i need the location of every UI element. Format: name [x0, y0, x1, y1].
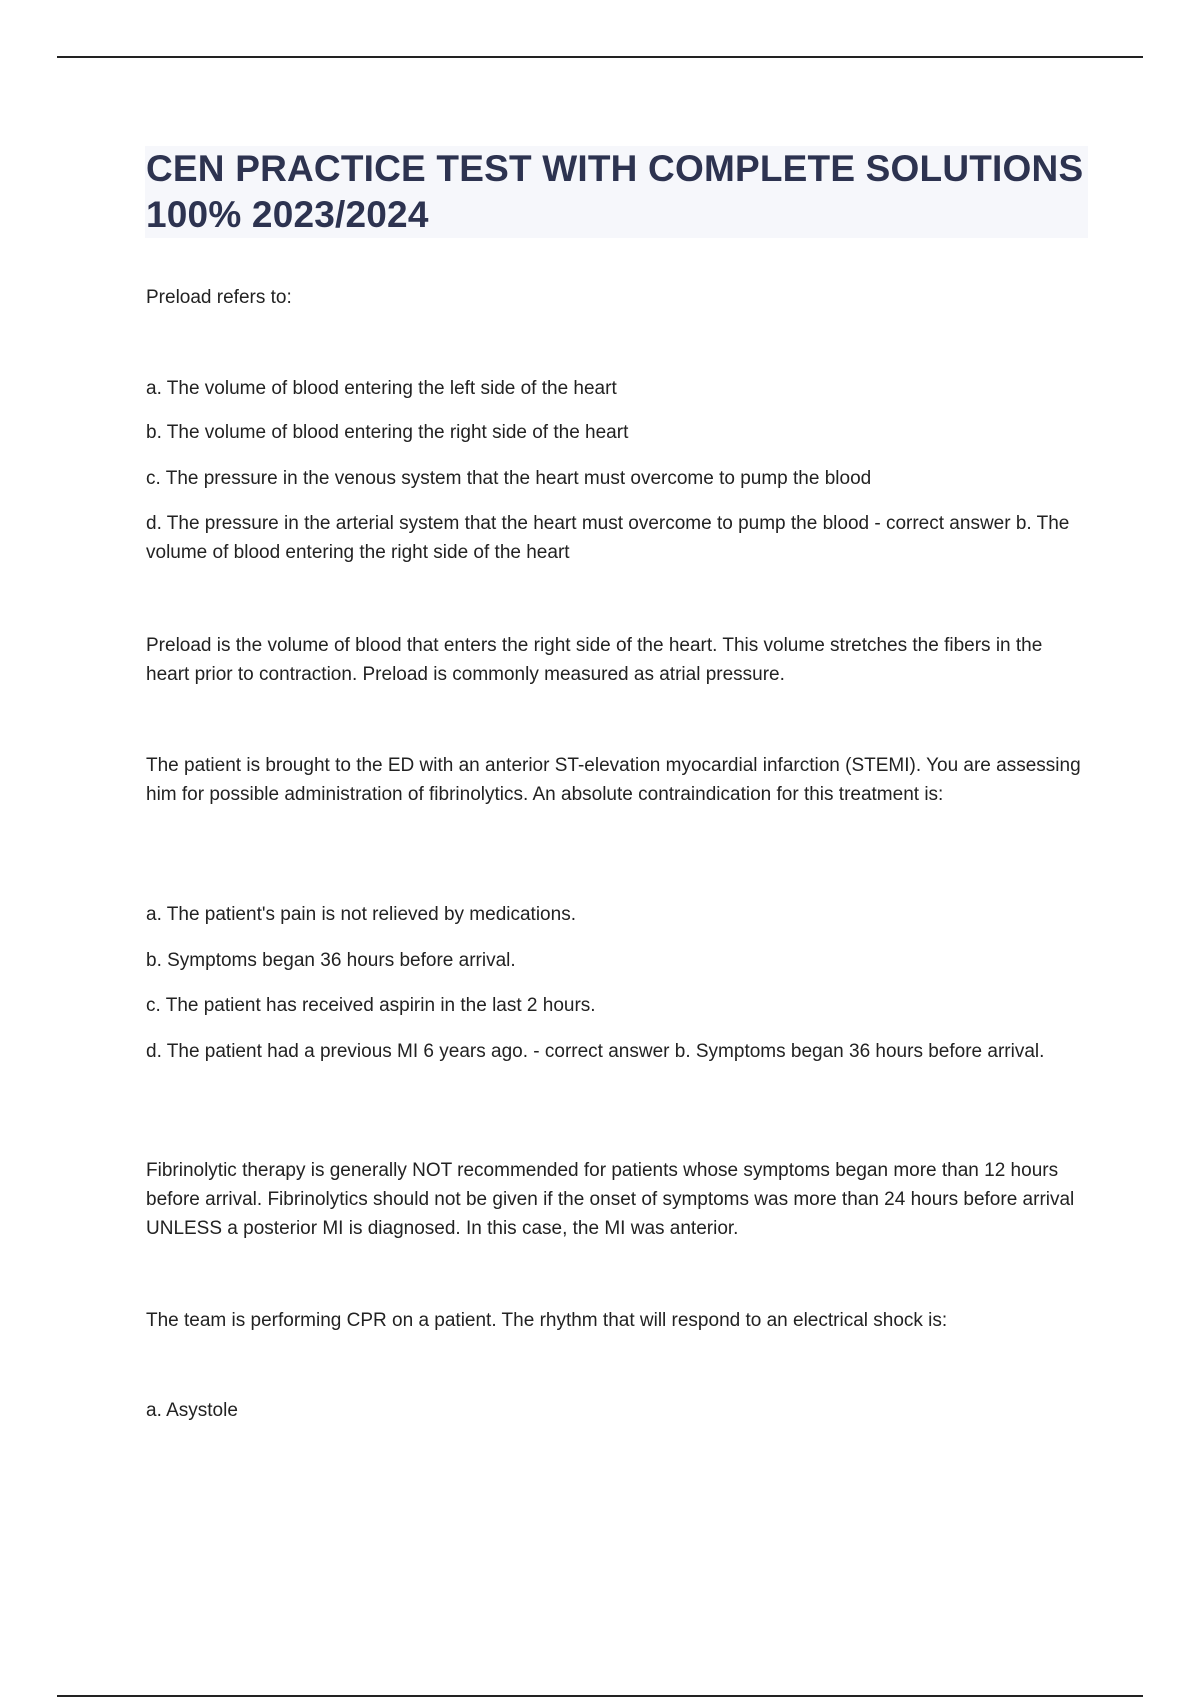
question-3-option-a: a. Asystole — [146, 1400, 238, 1421]
question-2-option-b: b. Symptoms began 36 hours before arrival. — [146, 950, 516, 971]
question-3-prompt: The team is performing CPR on a patient. The rhythm that will respond to an electrical shock is: — [146, 1310, 948, 1331]
bottom-rule — [57, 1695, 1143, 1697]
question-1-prompt: Preload refers to: — [146, 287, 292, 308]
question-1-option-c: c. The pressure in the venous system that the heart must overcome to pump the blood — [146, 468, 872, 489]
question-2-prompt: The patient is brought to the ED with an anterior ST-elevation myocardial infarction (STEMI). You are assessing him for possible administration of fibrinolytics. An absolute contraindication for this treatment is: — [146, 755, 1081, 805]
question-2-option-a: a. The patient's pain is not relieved by medications. — [146, 904, 576, 925]
document-title: CEN PRACTICE TEST WITH COMPLETE SOLUTIONS 100% 2023/2024 — [146, 148, 1084, 235]
question-1-rationale: Preload is the volume of blood that enters the right side of the heart. This volume stretches the fibers in the heart prior to contraction. Preload is commonly measured as atrial pressure. — [146, 635, 1043, 685]
question-1-option-d-answer: d. The pressure in the arterial system that the heart must overcome to pump the blood - correct answer b. The volume of blood entering the right side of the heart — [146, 513, 1070, 563]
top-rule — [57, 56, 1143, 58]
question-2-option-d-answer: d. The patient had a previous MI 6 years ago. - correct answer b. Symptoms began 36 hours before arrival. — [146, 1041, 1045, 1062]
question-1-option-b: b. The volume of blood entering the right side of the heart — [146, 422, 629, 443]
question-2-rationale: Fibrinolytic therapy is generally NOT recommended for patients whose symptoms began more than 12 hours before arrival. Fibrinolytics should not be given if the onset of symptoms was more than 24 hours before arrival UNLESS a posterior MI is diagnosed. In this case, the MI was anterior. — [146, 1160, 1075, 1239]
title-banner — [145, 146, 1088, 238]
question-1-option-a: a. The volume of blood entering the left side of the heart — [146, 378, 617, 399]
question-2-option-c: c. The patient has received aspirin in the last 2 hours. — [146, 995, 596, 1016]
